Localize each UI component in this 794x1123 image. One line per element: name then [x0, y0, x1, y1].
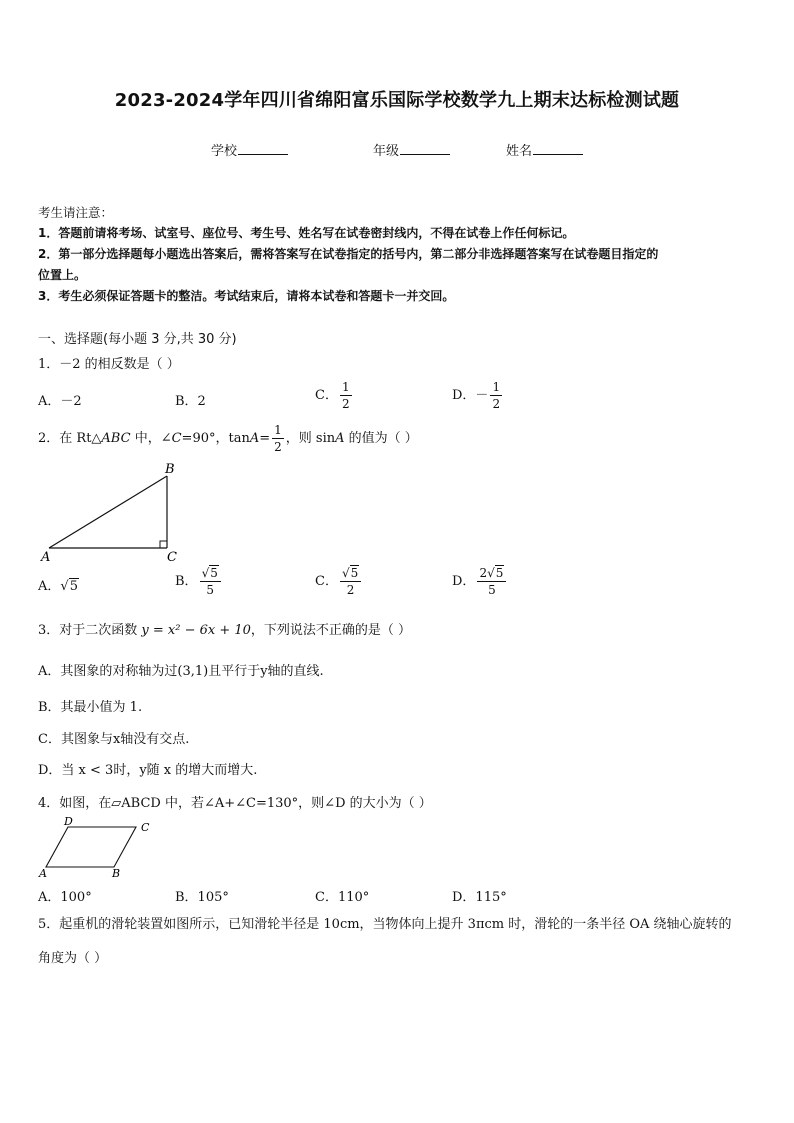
question-5-line-2: 角度为（ ）	[38, 951, 108, 966]
question-2: 2．在 Rt△ABC 中，∠C=90°，tanA= $\frac{1}{2}$ ，则 sinA 的值为（ ）	[38, 423, 418, 454]
q4-option-a[interactable]: A．100°	[38, 890, 92, 905]
grade-field[interactable]: 年级	[373, 140, 450, 159]
note-item-1: 1．答题前请将考场、试室号、座位号、考生号、姓名写在试卷密封线内，不得在试卷上作任何标记。	[38, 226, 575, 240]
question-1: 1．－2 的相反数是（ ）	[38, 357, 180, 372]
question-4: 4．如图，在▱ABCD 中，若∠A+∠C=130°，则∠D 的大小为（ ）	[38, 796, 432, 811]
q4-option-c[interactable]: C．110°	[315, 890, 370, 905]
vertex-label-d: D	[64, 815, 73, 828]
fraction: $\frac{1}{2}$	[341, 380, 350, 411]
q3-option-a[interactable]: A．其图象的对称轴为过(3,1)且平行于y轴的直线.	[38, 664, 324, 679]
q3-option-b[interactable]: B．其最小值为 1.	[38, 700, 143, 715]
notes-heading: 考生请注意：	[38, 205, 114, 220]
right-angle-mark	[160, 541, 167, 548]
vertex-label-a: A	[41, 550, 51, 565]
note-item-2-cont: 位置上。	[38, 268, 87, 282]
quadratic-function: y = x² − 6x + 10	[141, 623, 251, 638]
question-3: 3．对于二次函数 y = x² − 6x + 10，下列说法不正确的是（ ）	[38, 623, 412, 638]
side-ab	[49, 476, 167, 548]
page-title: 2023-2024学年四川省绵阳富乐国际学校数学九上期末达标检测试题	[114, 90, 680, 111]
name-field[interactable]: 姓名	[506, 140, 583, 159]
student-info-row	[0, 140, 794, 160]
q2-option-b[interactable]: B． $\frac{√5}{5}$	[175, 567, 223, 596]
q1-option-d[interactable]: D．－ $\frac{1}{2}$	[452, 380, 501, 411]
q1-option-c[interactable]: C． $\frac{1}{2}$	[315, 380, 350, 411]
fraction: $\frac{√5}{5}$	[200, 567, 221, 596]
note-item-2: 2．第一部分选择题每小题选出答案后，需将答案写在试卷指定的括号内，第二部分非选择题答案写在试卷题目指定的	[38, 247, 659, 261]
q1-option-b[interactable]: B．2	[175, 394, 206, 409]
question-5	[38, 908, 762, 976]
parallelogram	[46, 827, 136, 867]
q4-parallelogram-figure	[38, 815, 158, 879]
q3-option-d[interactable]: D．当 x < 3时，y随 x 的增大而增大.	[38, 763, 258, 778]
vertex-label-b: B	[112, 867, 121, 879]
section-heading: 一、选择题(每小题 3 分,共 30 分)	[38, 332, 237, 347]
note-item-3: 3．考生必须保证答题卡的整洁。考试结束后，请将本试卷和答题卡一并交回。	[38, 289, 455, 303]
q2-option-a[interactable]: A．√5	[38, 579, 78, 594]
vertex-label-a: A	[39, 867, 47, 879]
q4-option-b[interactable]: B．105°	[175, 890, 229, 905]
vertex-label-c: C	[167, 550, 177, 565]
school-field[interactable]: 学校	[211, 140, 288, 159]
fraction: $\frac{2√5}{5}$	[477, 567, 506, 596]
exam-notes	[38, 202, 762, 307]
sqrt: √5	[60, 579, 78, 594]
q2-option-c[interactable]: C． $\frac{√5}{2}$	[315, 567, 363, 596]
q2-triangle-figure	[38, 460, 188, 566]
q1-option-a[interactable]: A．－2	[38, 394, 82, 409]
vertex-label-c: C	[141, 821, 150, 834]
q2-option-d[interactable]: D． $\frac{2√5}{5}$	[452, 567, 508, 596]
vertex-label-b: B	[165, 462, 175, 477]
fraction: $\frac{√5}{2}$	[340, 567, 361, 596]
question-5-line-1: 5．起重机的滑轮装置如图所示，已知滑轮半径是 10cm，当物体向上提升 3πcm 时，滑轮的一条半径 OA 绕轴心旋转的	[38, 917, 732, 932]
fraction: $\frac{1}{2}$	[492, 380, 501, 411]
q4-option-d[interactable]: D．115°	[452, 890, 507, 905]
fraction: $\frac{1}{2}$	[274, 423, 282, 454]
q3-option-c[interactable]: C．其图象与x轴没有交点.	[38, 732, 190, 747]
